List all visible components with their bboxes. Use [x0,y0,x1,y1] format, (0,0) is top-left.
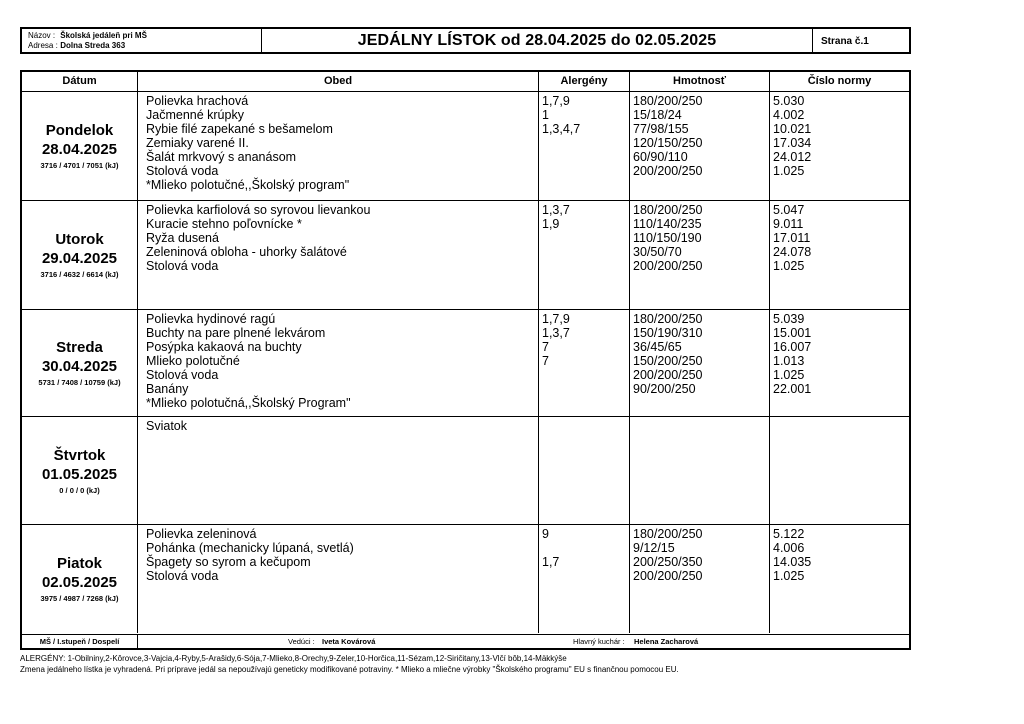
meal-item: Rybie filé zapekané s bešamelom [146,122,333,136]
weight-value: 60/90/110 [633,150,688,164]
norms-cell [770,92,909,200]
weight-value: 30/50/70 [633,245,682,259]
meals-cell [138,92,539,200]
manager-name: Iveta Kovárová [322,637,376,646]
day-row [22,525,909,633]
meals-cell [138,201,539,309]
meals-cell [138,417,539,524]
table-header [22,72,909,92]
norm-value: 1.013 [773,354,805,368]
meals-cell [138,525,539,633]
table-footer [22,634,909,648]
norm-value: 5.030 [773,94,805,108]
allergen-value: 1,9 [542,217,560,231]
allergens-cell [539,310,630,416]
norm-value: 9.011 [773,217,804,231]
weight-value: 110/140/235 [633,217,702,231]
meal-item: *Mlieko polotučné,,Školský program" [146,178,350,192]
day-cell [22,92,138,200]
day-date: 28.04.2025 [41,141,118,158]
school-name: Školská jedáleň pri MŠ [60,31,147,40]
day-row [22,201,909,310]
meal-item: Mlieko polotučné [146,354,240,368]
allergen-value [542,541,629,555]
allergen-value: 1,7,9 [542,312,570,326]
page-number: Strana č.1 [821,36,869,47]
weight-value: 15/18/24 [633,108,682,122]
allergen-value: 1,7 [542,555,560,569]
menu-title: JEDÁLNY LÍSTOK od 28.04.2025 do 02.05.2025 [262,29,813,52]
column-header-weight: Hmotnosť [630,72,770,91]
day-cell [22,310,138,416]
meal-item: Pohánka (mechanicky lúpaná, svetlá) [146,541,354,555]
allergen-value: 1,3,7 [542,326,570,340]
weight-value: 150/190/310 [633,326,703,340]
weights-cell [630,525,770,633]
day-name: Štvrtok [53,446,106,464]
day-energy: 3975 / 4987 / 7268 (kJ) [40,594,119,603]
norm-value: 1.025 [773,259,805,273]
weight-value: 180/200/250 [633,94,703,108]
meal-item: Polievka zeleninová [146,527,257,541]
norms-cell [770,525,909,633]
day-date: 30.04.2025 [41,358,118,375]
meal-item: Buchty na pare plnené lekvárom [146,326,326,340]
meal-item: *Mlieko polotučná,,Školský Program" [146,396,351,410]
norm-value: 17.011 [773,231,811,245]
norm-value: 5.047 [773,203,805,217]
day-energy: 3716 / 4632 / 6614 (kJ) [40,270,119,279]
day-date: 02.05.2025 [41,574,118,591]
meal-item: Jačmenné krúpky [146,108,244,122]
day-row [22,310,909,417]
chef-name: Helena Zacharová [634,637,699,646]
signatures [138,635,909,648]
allergen-value: 1 [542,108,549,122]
meal-item: Zeleninová obloha - uhorky šalátové [146,245,347,259]
norm-value: 24.078 [773,245,812,259]
meal-item: Polievka karfiolová so syrovou lievankou [146,203,371,217]
column-header-meal: Obed [138,72,539,91]
weights-cell [630,417,770,524]
norm-value: 5.039 [773,312,805,326]
manager-label: Vedúci : [288,637,315,646]
norm-value: 4.006 [773,541,805,555]
chef-label: Hlavný kuchár : [573,637,625,646]
norm-value: 16.007 [773,340,812,354]
weight-value: 110/150/190 [633,231,702,245]
weight-value: 180/200/250 [633,527,703,541]
weight-value: 180/200/250 [633,312,703,326]
norms-cell [770,310,909,416]
allergen-value: 7 [542,340,549,354]
allergen-value: 7 [542,354,549,368]
weight-value: 200/200/250 [633,259,703,273]
norm-value: 5.122 [773,527,805,541]
meal-item: Sviatok [146,419,187,433]
day-row [22,92,909,201]
portion-groups: MŠ / I.stupeň / Dospelí [22,635,138,648]
norm-value: 4.002 [773,108,805,122]
meals-cell [138,310,539,416]
allergen-value: 9 [542,527,549,541]
norm-value: 1.025 [773,569,805,583]
day-cell [22,201,138,309]
weight-value: 120/150/250 [633,136,703,150]
norm-value: 24.012 [773,150,812,164]
allergens-cell [539,201,630,309]
school-info [22,29,262,52]
weight-value: 180/200/250 [633,203,703,217]
menu-table [20,70,911,650]
norm-value: 14.035 [773,555,812,569]
meal-item: Zemiaky varené II. [146,136,249,150]
allergens-cell [539,417,630,524]
meal-item: Ryža dusená [146,231,219,245]
column-header-allergens: Alergény [539,72,630,91]
weight-value: 150/200/250 [633,354,703,368]
meal-item: Špagety so syrom a kečupom [146,555,311,569]
allergen-legend: ALERGÉNY: 1-Obilniny,2-Kôrovce,3-Vajcia,4-Ryby,5-Arašidy,6-Sója,7-Mlieko,8-Orechy,9-Zeler,10-Horčica,11-Sézam,12-Siričitany,13-Vlčí bôb,14-Mäkkýše [20,654,567,663]
day-name: Pondelok [45,122,114,139]
allergen-value: 1,3,4,7 [542,122,581,136]
norm-value: 15.001 [773,326,812,340]
allergen-value: 1,3,7 [542,203,570,217]
norms-cell [770,201,909,309]
norm-value: 22.001 [773,382,812,396]
meal-item: Banány [146,382,189,396]
norm-value: 17.034 [773,136,812,150]
meal-item: Posýpka kakaová na buchty [146,340,302,354]
weight-value: 200/200/250 [633,164,703,178]
school-address: Dolna Streda 363 [60,41,126,50]
meal-item: Stolová voda [146,164,219,178]
day-row [22,417,909,525]
day-cell [22,525,138,633]
column-header-date: Dátum [22,72,138,91]
day-name: Streda [56,339,103,356]
allergens-cell [539,92,630,200]
allergens-cell [539,525,630,633]
name-label: Názov : [28,31,56,40]
weight-value: 90/200/250 [633,382,696,396]
meal-item: Polievka hrachová [146,94,249,108]
meal-item: Šalát mrkvový s ananásom [146,150,297,164]
meal-item: Polievka hydinové ragú [146,312,276,326]
weight-value: 36/45/65 [633,340,682,354]
column-header-norm: Číslo normy [807,75,872,87]
day-energy: 3716 / 4701 / 7051 (kJ) [40,161,119,170]
norm-value: 10.021 [773,122,812,136]
meal-item: Stolová voda [146,368,219,382]
day-name: Utorok [55,231,104,248]
weight-value: 200/250/350 [633,555,703,569]
weight-value: 200/200/250 [633,368,703,382]
address-label: Adresa : [28,41,58,50]
weight-value: 77/98/155 [633,122,689,136]
weights-cell [630,310,770,416]
weight-value: 9/12/15 [633,541,675,555]
day-date: 29.04.2025 [41,250,118,267]
day-date: 01.05.2025 [41,465,118,483]
meal-item: Stolová voda [146,569,219,583]
day-energy: 0 / 0 / 0 (kJ) [59,485,100,495]
norm-value: 1.025 [773,368,805,382]
allergen-value: 1,7,9 [542,94,570,108]
norms-cell [770,417,909,524]
norm-value: 1.025 [773,164,805,178]
meal-item: Stolová voda [146,259,219,273]
menu-header [20,27,911,54]
weight-value: 200/200/250 [633,569,703,583]
meal-item: Kuracie stehno poľovnícke * [146,217,302,231]
day-name: Piatok [56,555,102,572]
weights-cell [630,92,770,200]
day-cell [22,417,138,524]
menu-disclaimer: Zmena jedálneho lístka je vyhradená. Pri príprave jedál sa nepoužívajú geneticky modifikované potraviny. * Mlieko a mliečne výrobky "Školského programu" EU s finančnou pomocou EU. [20,665,679,674]
weights-cell [630,201,770,309]
day-energy: 5731 / 7408 / 10759 (kJ) [38,378,121,387]
